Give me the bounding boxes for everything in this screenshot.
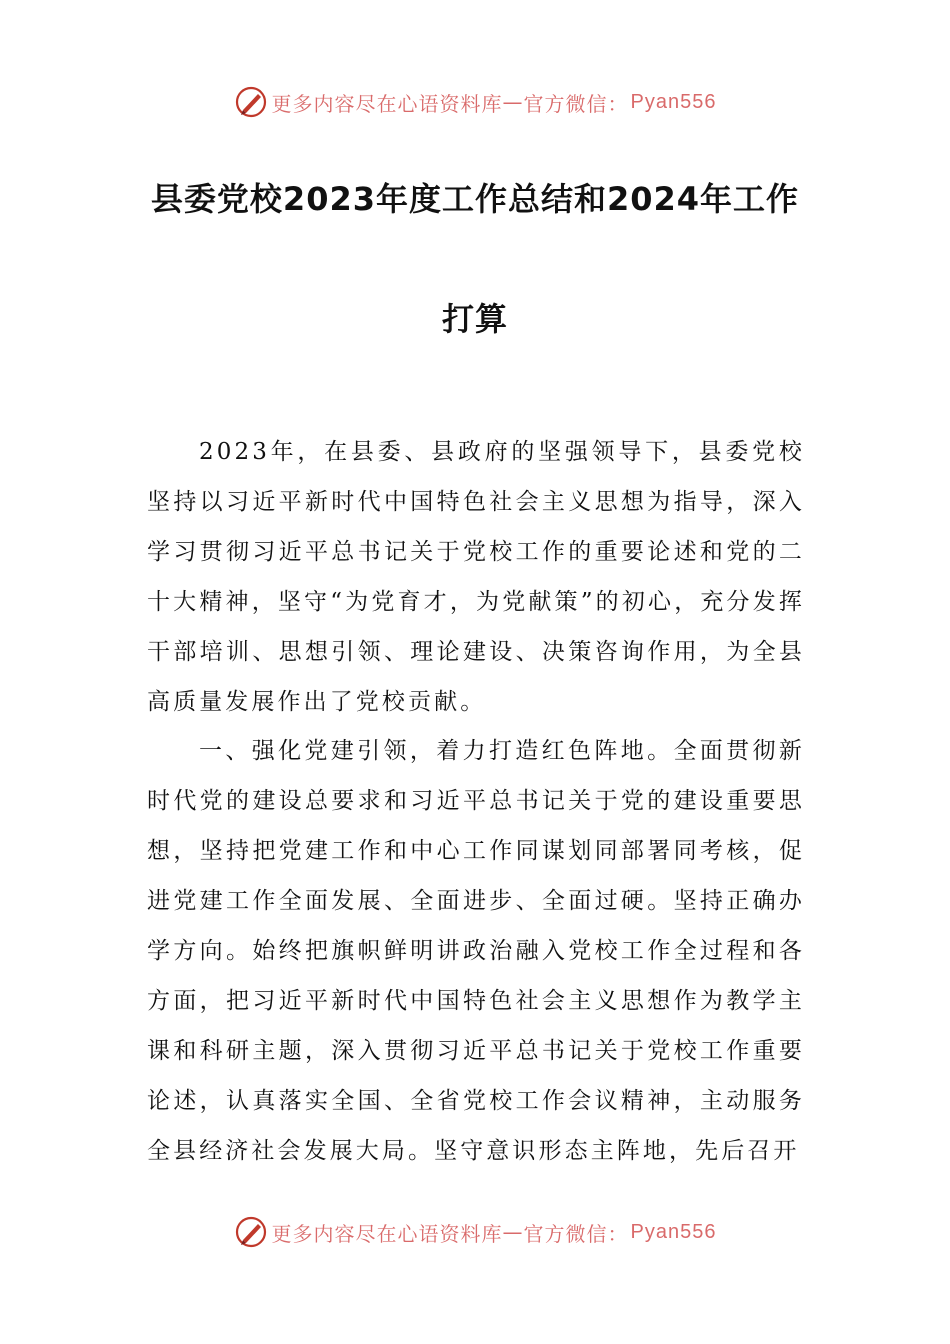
footer-watermark [0, 1212, 950, 1252]
header-watermark [0, 82, 950, 122]
paragraph-intro: 2023年，在县委、县政府的坚强领导下，县委党校坚持以习近平新时代中国特色社会主义思想为指导，深入学习贯彻习近平总书记关于党校工作的重要论述和党的二十大精神，坚守“为党育才，为党献策”的初心，充分发挥干部培训、思想引领、理论建设、决策咨询作用，为全县高质量发展作出了党校贡献。 [147, 439, 805, 715]
pen-circle-icon [234, 85, 268, 119]
watermark-wechat-id: Pyan556 [630, 90, 717, 113]
watermark-brand: 更多内容尽在心语资料库 [271, 91, 503, 116]
watermark-dash: — [502, 1220, 524, 1244]
paragraph-section-one: 一、强化党建引领，着力打造红色阵地。全面贯彻新时代党的建设总要求和习近平总书记关于党的建设重要思想，坚持把党建工作和中心工作同谋划同部署同考核，促进党建工作全面发展、全面进步、全面过硬。坚持正确办学方向。始终把旗帜鲜明讲政治融入党校工作全过程和各方面，把习近平新时代中国特色社会主义思想作为教学主课和科研主题，深入贯彻习近平总书记关于党校工作重要论述，认真落实全国、全省党校工作会议精神，主动服务全县经济社会发展大局。坚守意识形态主阵地，先后召开 [147, 738, 805, 1164]
watermark-brand: 更多内容尽在心语资料库 [271, 1221, 503, 1246]
watermark-wechat-id: Pyan556 [630, 1220, 717, 1243]
document-body [147, 428, 805, 1177]
pen-circle-icon [234, 1215, 268, 1249]
document-title-line2: 打算 [441, 300, 508, 338]
document-title-line1: 县委党校2023年度工作总结和2024年工作 [150, 180, 800, 218]
watermark-dash: — [502, 90, 524, 114]
watermark-wechat-label: 官方微信： [523, 1221, 629, 1246]
watermark-wechat-label: 官方微信： [523, 91, 629, 116]
